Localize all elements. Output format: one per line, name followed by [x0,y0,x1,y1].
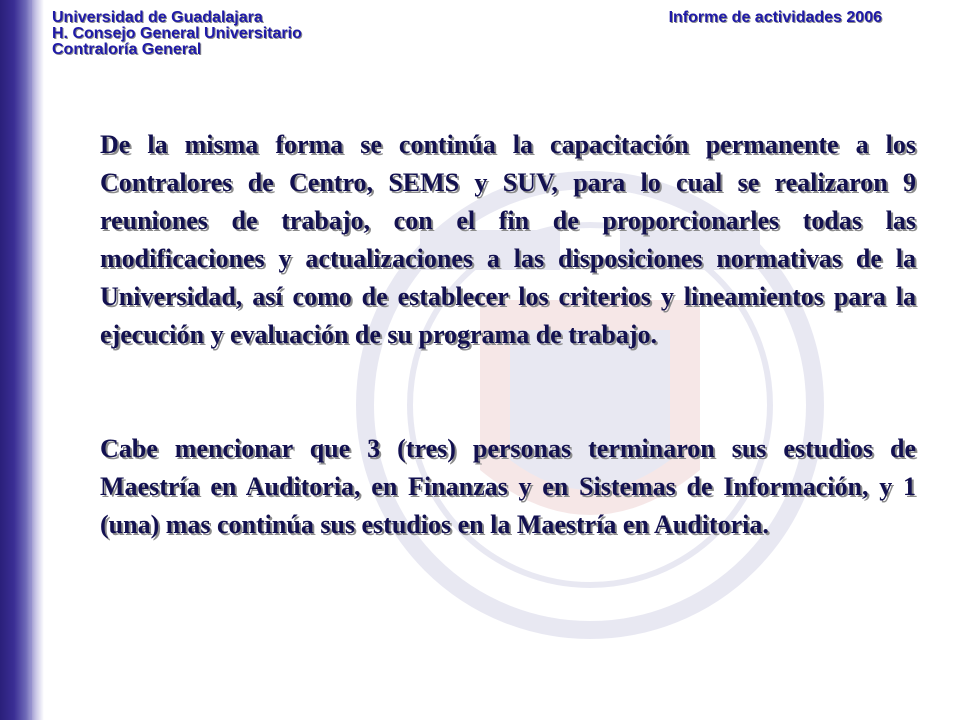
paragraph-masters-studies: Cabe mencionar que 3 (tres) personas terminaron sus estudios de Maestría en Auditoria, en Finanzas y en Sistemas de Información, y 1 (una) mas continúa sus estudios en la Maestría en Auditoria. [100,434,916,539]
department-name: Contraloría General [52,41,202,58]
council-name: H. Consejo General Universitario [52,25,302,42]
left-decorative-band [0,0,44,720]
report-title: Informe de actividades 2006 [668,9,882,26]
left-band-divider [30,0,32,720]
university-name: Universidad de Guadalajara [52,9,263,26]
slide-header [52,10,882,58]
paragraph-training: De la misma forma se continúa la capacitación permanente a los Contralores de Centro, SEMS y SUV, para lo cual se realizaron 9 reuniones de trabajo, con el fin de proporcionarles todas las modificaciones y actualizaciones a las disposiciones normativas de la Universidad, así como de establecer los criterios y lineamientos para la ejecución y evaluación de su programa de trabajo. [100,130,916,349]
slide-body [100,126,916,544]
